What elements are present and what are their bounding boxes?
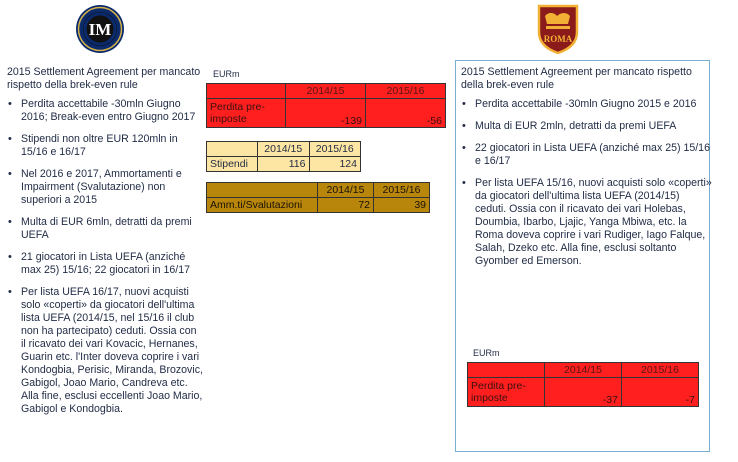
col-header: 2014/15	[318, 183, 374, 198]
table-corner	[207, 183, 318, 198]
col-header: 2015/16	[374, 183, 430, 198]
row-label: Perdita pre-imposte	[207, 99, 286, 128]
col-header: 2015/16	[622, 363, 699, 378]
roma-bullet: • 22 giocatori in Lista UEFA (anziché max 25) 15/16 e 16/17	[461, 142, 713, 168]
col-header: 2015/16	[366, 84, 446, 99]
roma-logo-icon	[535, 2, 581, 54]
inter-bullet: • Stipendi non oltre EUR 120mln in 15/16 e 16/17	[7, 133, 203, 159]
inter-heading: 2015 Settlement Agreement per mancato rispetto della brek-even rule	[7, 66, 201, 91]
roma-heading: 2015 Settlement Agreement per mancato rispetto della brek-even rule	[461, 66, 692, 91]
svg-text:ROMA: ROMA	[543, 34, 573, 44]
inter-unit-label: EURm	[213, 69, 240, 79]
table-cell: -139	[286, 99, 366, 128]
inter-bullet-list	[7, 98, 203, 416]
inter-bullet: • Multa di EUR 6mln, detratti da premi UEFA	[7, 216, 203, 242]
roma-unit-label: EURm	[473, 348, 500, 358]
table-corner	[207, 142, 258, 157]
row-label: Stipendi	[207, 157, 258, 172]
row-label: Amm.ti/Svalutazioni	[207, 198, 318, 213]
roma-text-column	[461, 66, 713, 277]
inter-ammti-table	[206, 182, 430, 213]
col-header: 2014/15	[258, 142, 310, 157]
svg-text:IM: IM	[88, 20, 112, 39]
roma-perdita-table	[467, 362, 699, 407]
inter-text-column	[7, 66, 203, 425]
inter-bullet: • Nel 2016 e 2017, Ammortamenti e Impairment (Svalutazione) non superiori a 2015	[7, 168, 203, 207]
inter-bullet: • 21 giocatori in Lista UEFA (anziché max 25) 15/16; 22 giocatori in 16/17	[7, 251, 203, 277]
inter-perdita-table	[206, 83, 446, 128]
table-corner	[207, 84, 286, 99]
inter-bullet: • Perdita accettabile -30mln Giugno 2016; Break-even entro Giugno 2017	[7, 98, 203, 124]
roma-bullet-list	[461, 98, 713, 268]
table-cell: 116	[258, 157, 310, 172]
col-header: 2014/15	[545, 363, 622, 378]
table-cell: -37	[545, 378, 622, 407]
table-cell: -7	[622, 378, 699, 407]
inter-bullet: • Per lista UEFA 16/17, nuovi acquisti solo «coperti» da giocatori dell'ultima lista UEFA (2014/15, nel 15/16 il club non ha partecipato) ceduti. Ossia con il ricavato dei vari Kovacic, Hernanes, Guarin etc. l'Inter doveva coprire i vari Kondogbia, Perisic, Miranda, Brozovic, Gabigol, Joao Mario, Candreva etc. Alla fine, esclusi eccellenti Joao Mario, Gabigol e Kondogbia.	[7, 286, 203, 416]
table-cell: 124	[309, 157, 361, 172]
table-corner	[468, 363, 545, 378]
row-label: Perdita pre-imposte	[468, 378, 545, 407]
table-cell: -56	[366, 99, 446, 128]
roma-bullet: • Multa di EUR 2mln, detratti da premi UEFA	[461, 120, 713, 133]
inter-logo-icon	[75, 4, 125, 54]
col-header: 2014/15	[286, 84, 366, 99]
table-cell: 72	[318, 198, 374, 213]
col-header: 2015/16	[309, 142, 361, 157]
roma-bullet: • Perdita accettabile -30mln Giugno 2015 e 2016	[461, 98, 713, 111]
table-cell: 39	[374, 198, 430, 213]
inter-stipendi-table	[206, 141, 361, 172]
roma-bullet: • Per lista UEFA 15/16, nuovi acquisti solo «coperti» da giocatori dell'ultima lista UEFA (2014/15) ceduti. Ossia con il ricavato dei vari Holebas, Doumbia, Ibarbo, Ljajic, Yanga Mbiwa, etc. la Roma doveva coprire i vari Rudiger, Iago Falque, Salah, Dzeko etc. Alla fine, esclusi soltanto Gyomber ed Emerson.	[461, 177, 713, 268]
